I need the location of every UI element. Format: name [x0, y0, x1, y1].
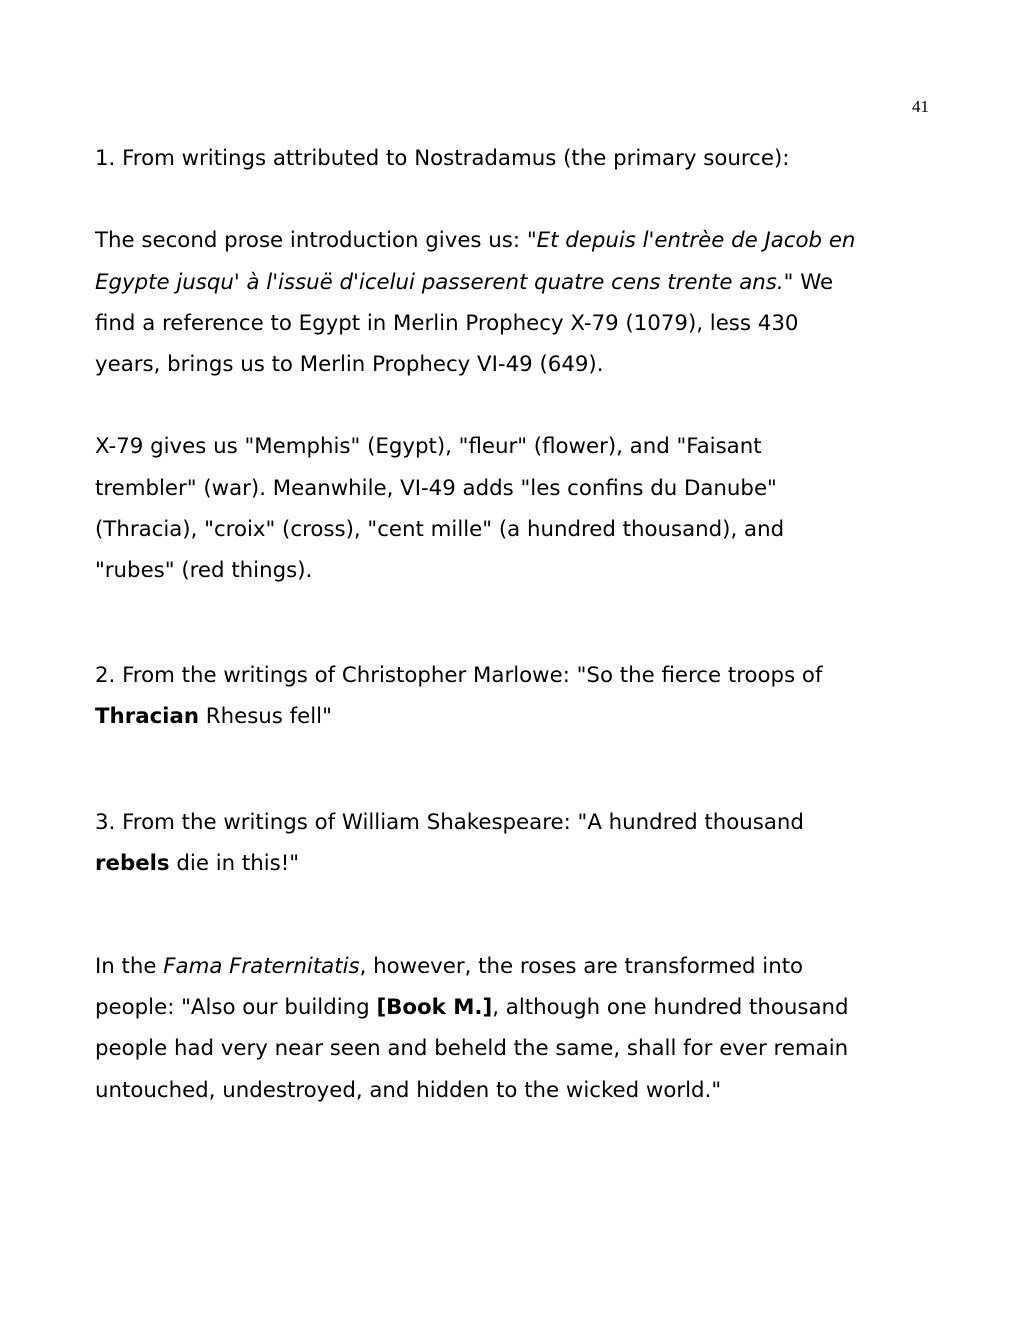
page-number: 41: [912, 97, 929, 116]
paragraph-fama-fraternitatis: [95, 946, 925, 1111]
spacer: [95, 179, 925, 220]
text-line: [95, 843, 925, 884]
text-line: 1. From writings attributed to Nostradamus (the primary source):: [95, 146, 790, 171]
section-1-heading: [95, 138, 925, 179]
text-run: , although one hundred thousand: [492, 995, 849, 1021]
spacer: [95, 591, 925, 655]
text-line: [95, 696, 925, 737]
text-run: In the: [95, 954, 164, 980]
text-line: (Thracia), "croix" (cross), "cent mille" (a hundred thousand), and: [95, 516, 785, 542]
paragraph-prose-introduction: [95, 220, 925, 385]
text-run: The second prose introduction gives us: ": [95, 228, 537, 254]
text-line: years, brings us to Merlin Prophecy VI-49 (649).: [95, 352, 604, 377]
document-body: [95, 138, 925, 1111]
section-3-shakespeare: [95, 802, 925, 884]
text-run: " We: [783, 269, 834, 295]
text-run: Rhesus fell": [199, 704, 332, 730]
spacer: [95, 738, 925, 802]
text-line: "rubes" (red things).: [95, 558, 313, 583]
bold-term: [Book M.]: [376, 995, 493, 1021]
paragraph-x79: [95, 426, 925, 591]
text-line: 3. From the writings of William Shakespeare: "A hundred thousand: [95, 809, 804, 835]
french-quote-italic: Egypte jusqu' à l'issuë d'icelui passerent quatre cens trente ans.: [95, 269, 784, 295]
text-line: find a reference to Egypt in Merlin Prophecy X-79 (1079), less 430: [95, 310, 799, 336]
section-2-marlowe: [95, 655, 925, 737]
french-quote-italic: Et depuis l'entrèe de Jacob en: [536, 228, 856, 254]
text-line: 2. From the writings of Christopher Marlowe: "So the fierce troops of: [95, 663, 823, 689]
text-line: [95, 220, 925, 261]
text-run: die in this!": [169, 850, 300, 876]
title-italic: Fama Fraternitatis: [163, 954, 360, 980]
text-line: X-79 gives us "Memphis" (Egypt), "fleur" (flower), and "Faisant: [95, 434, 762, 460]
text-line: untouched, undestroyed, and hidden to the wicked world.": [95, 1077, 722, 1103]
text-line: [95, 946, 925, 987]
bold-term: rebels: [95, 850, 170, 876]
spacer: [95, 884, 925, 946]
spacer: [95, 385, 925, 426]
text-line: people had very near seen and beheld the same, shall for ever remain: [95, 1036, 849, 1062]
text-line: trembler" (war). Meanwhile, VI-49 adds "les confins du Danube": [95, 475, 777, 501]
text-run: , however, the roses are transformed into: [359, 954, 804, 980]
text-run: people: "Also our building: [95, 995, 377, 1021]
text-line: [95, 987, 925, 1028]
bold-term: Thracian: [95, 704, 200, 730]
text-line: [95, 262, 925, 303]
